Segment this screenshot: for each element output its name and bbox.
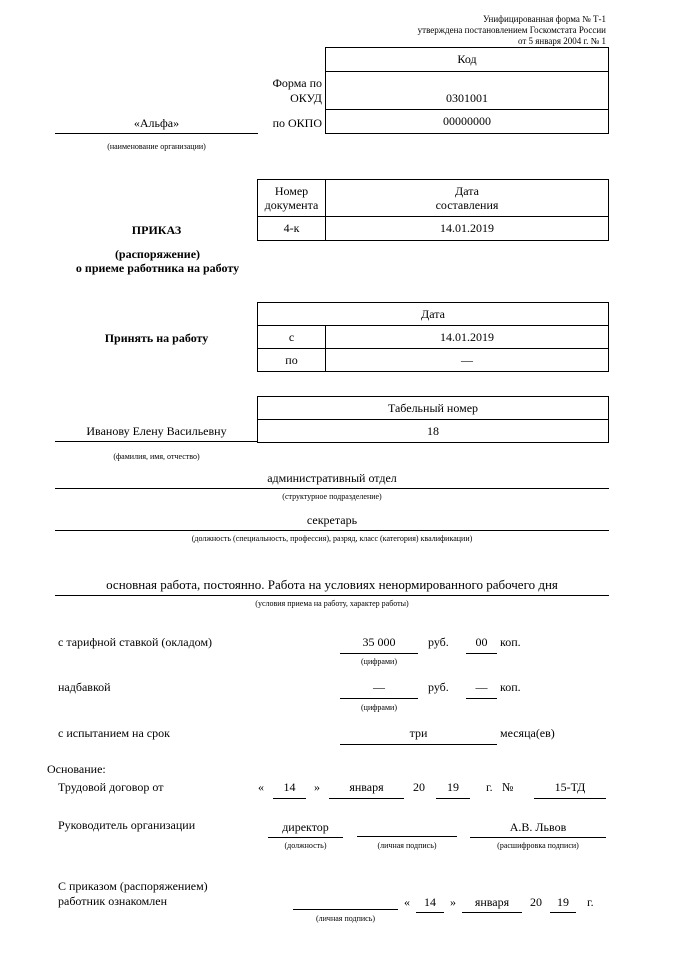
form-header-line1: Унифицированная форма № Т-1	[482, 14, 606, 24]
bonus-kop-value[interactable]: —	[466, 680, 497, 699]
head-position-caption: (должность)	[284, 841, 327, 850]
contract-year-suffix[interactable]: 19	[436, 780, 470, 799]
head-label: Руководитель организации	[58, 818, 196, 832]
probation-label: с испытанием на срок	[58, 726, 170, 740]
form-header-line3: от 5 января 2004 г. № 1	[517, 36, 606, 46]
okpo-label: по ОКПО	[272, 116, 322, 130]
department-caption: (структурное подразделение)	[282, 492, 382, 501]
ack-year-suffix[interactable]: 19	[550, 895, 576, 913]
okud-label	[240, 76, 322, 106]
probation-value[interactable]: три	[340, 726, 497, 745]
hire-to-label: по	[258, 349, 326, 372]
head-signature[interactable]	[357, 820, 457, 837]
ack-day[interactable]: 14	[416, 895, 444, 913]
probation-unit: месяца(ев)	[500, 726, 555, 740]
doc-date-header	[326, 180, 609, 217]
employee-name[interactable]: Иванову Елену Васильевну	[55, 424, 258, 442]
tab-number-table	[257, 396, 609, 443]
order-subtitle	[40, 247, 275, 275]
document-table	[257, 179, 609, 241]
position-value[interactable]: секретарь	[55, 513, 609, 531]
bonus-kop-label: коп.	[500, 680, 521, 694]
head-signature-caption: (личная подпись)	[377, 841, 437, 850]
basis-label: Основание:	[47, 762, 106, 776]
ack-month[interactable]: января	[462, 895, 522, 913]
contract-month[interactable]: января	[329, 780, 404, 799]
contract-label: Трудовой договор от	[58, 780, 164, 794]
organization-caption: (наименование организации)	[107, 142, 206, 151]
bonus-caption: (цифрами)	[361, 703, 397, 712]
contract-day[interactable]: 14	[273, 780, 306, 799]
position-caption: (должность (специальность, профессия), разряд, класс (категория) квалификации)	[191, 534, 473, 543]
ack-label	[58, 879, 208, 909]
salary-rub-value[interactable]: 35 000	[340, 635, 418, 654]
bonus-label: надбавкой	[58, 680, 111, 694]
order-subtitle-line1: (распоряжение)	[114, 247, 201, 261]
hire-to-value[interactable]: —	[326, 349, 609, 372]
hire-from-value[interactable]: 14.01.2019	[326, 326, 609, 349]
head-name-caption: (расшифровка подписи)	[497, 841, 579, 850]
tab-number-header: Табельный номер	[258, 397, 609, 420]
ack-label-line1: С приказом (распоряжением)	[58, 879, 208, 893]
salary-rub-label: руб.	[428, 635, 449, 649]
form-header-line2: утверждена постановлением Госкомстата России	[417, 25, 606, 35]
ack-open-quote: «	[404, 895, 410, 909]
ack-year-prefix: 20	[530, 895, 542, 909]
ack-signature-caption: (личная подпись)	[315, 914, 376, 923]
head-name[interactable]: А.В. Львов	[470, 820, 606, 838]
doc-number-header-line2: документа	[264, 198, 319, 212]
ack-year-label: г.	[587, 895, 594, 909]
okud-label-line1: Форма по	[272, 76, 322, 90]
hire-from-label: с	[258, 326, 326, 349]
doc-date-header-line2: составления	[435, 198, 499, 212]
hire-date-header: Дата	[258, 303, 609, 326]
order-subtitle-line2: о приеме работника на работу	[75, 261, 240, 275]
contract-open-quote: «	[258, 780, 264, 794]
tab-number-value[interactable]: 18	[258, 420, 609, 443]
doc-date-header-line1: Дата	[455, 184, 479, 198]
doc-date[interactable]: 14.01.2019	[326, 217, 609, 241]
okud-value[interactable]: 0301001	[326, 72, 609, 110]
doc-number-header-line1: Номер	[274, 184, 309, 198]
order-title: ПРИКАЗ	[131, 223, 182, 237]
form-header	[380, 14, 606, 47]
ack-close-quote: »	[450, 895, 456, 909]
department-value[interactable]: административный отдел	[55, 471, 609, 489]
contract-number-label: №	[502, 780, 514, 794]
doc-number[interactable]: 4-к	[258, 217, 326, 241]
contract-year-label: г.	[486, 780, 493, 794]
organization-name[interactable]: «Альфа»	[55, 116, 258, 134]
okud-label-line2: ОКУД	[290, 91, 322, 105]
head-position[interactable]: директор	[268, 820, 343, 838]
ack-signature[interactable]	[293, 895, 398, 910]
employee-name-caption: (фамилия, имя, отчество)	[113, 452, 200, 461]
ack-label-line2: работник ознакомлен	[58, 894, 168, 908]
hire-date-table	[257, 302, 609, 372]
conditions-value[interactable]: основная работа, постоянно. Работа на условиях ненормированного рабочего дня	[55, 577, 609, 596]
okpo-value[interactable]: 00000000	[326, 110, 609, 134]
conditions-caption: (условия приема на работу, характер работы)	[255, 599, 409, 608]
bonus-rub-value[interactable]: —	[340, 680, 418, 699]
bonus-rub-label: руб.	[428, 680, 449, 694]
salary-kop-label: коп.	[500, 635, 521, 649]
contract-number[interactable]: 15-ТД	[534, 780, 606, 799]
code-table	[325, 47, 609, 134]
salary-label: с тарифной ставкой (окладом)	[58, 635, 213, 649]
salary-kop-value[interactable]: 00	[466, 635, 497, 654]
contract-close-quote: »	[314, 780, 320, 794]
contract-year-prefix: 20	[413, 780, 425, 794]
code-header: Код	[326, 48, 609, 72]
hire-label: Принять на работу	[104, 331, 209, 345]
doc-number-header	[258, 180, 326, 217]
salary-caption: (цифрами)	[361, 657, 397, 666]
